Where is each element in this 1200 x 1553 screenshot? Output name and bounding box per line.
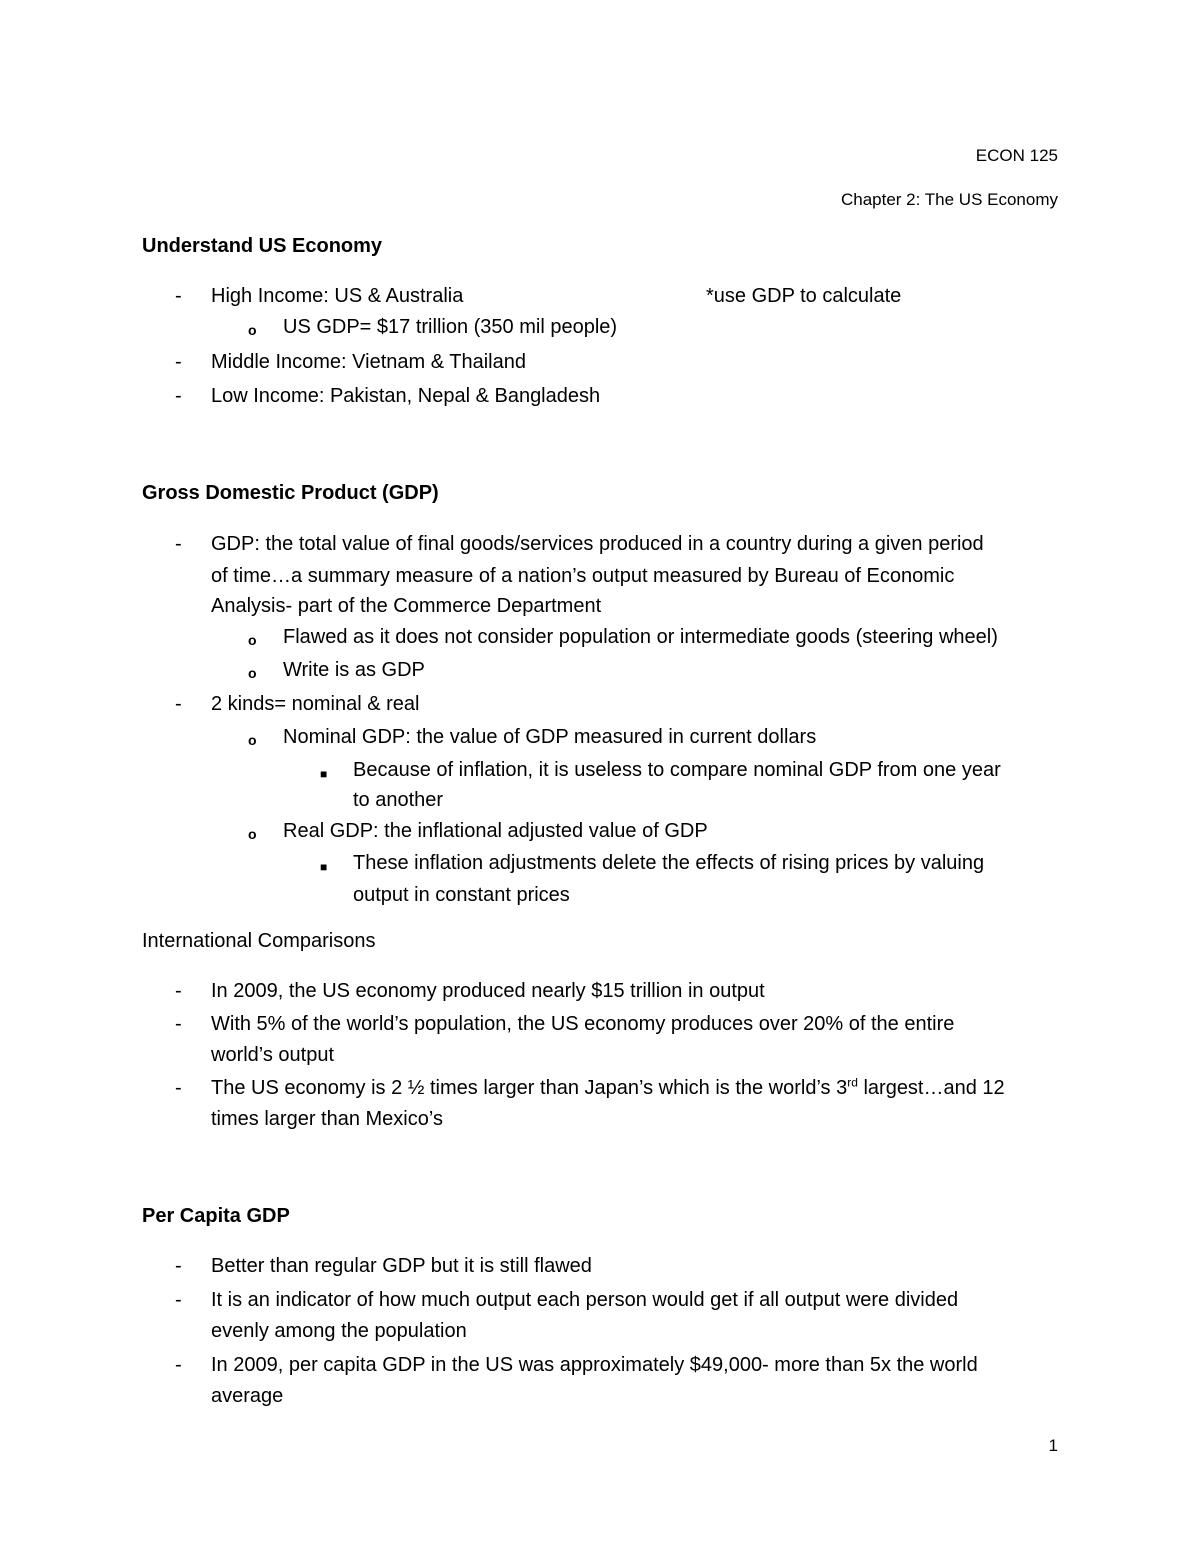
dash-bullet: - — [175, 351, 182, 373]
list-item: High Income: US & Australia — [211, 285, 464, 307]
dash-bullet: - — [175, 533, 182, 555]
text-line: world’s output — [211, 1044, 335, 1066]
text-line: It is an indicator of how much output each person would get if all output were divided — [211, 1289, 959, 1311]
text-line: Flawed as it does not consider population or intermediate goods (steering wheel) — [283, 626, 998, 648]
list-item: Middle Income: Vietnam & Thailand — [211, 351, 526, 373]
circle-bullet: o — [248, 632, 257, 648]
text-line: average — [211, 1385, 284, 1407]
dash-bullet: - — [175, 1077, 182, 1099]
text-line — [211, 1076, 1005, 1100]
text-line: to another — [353, 789, 444, 811]
text-line: 2 kinds= nominal & real — [211, 693, 420, 715]
dash-bullet: - — [175, 385, 182, 407]
text-segment: largest…and 12 — [857, 1077, 1005, 1099]
text-line: GDP: the total value of final goods/services produced in a country during a given period — [211, 533, 984, 555]
text-line: Nominal GDP: the value of GDP measured in current dollars — [283, 726, 817, 748]
text-line: times larger than Mexico’s — [211, 1108, 443, 1130]
text-line: of time…a summary measure of a nation’s output measured by Bureau of Economic — [211, 565, 955, 587]
square-bullet: ■ — [320, 767, 328, 781]
side-note: *use GDP to calculate — [706, 285, 902, 307]
section-heading-understand: Understand US Economy — [142, 235, 383, 257]
dash-bullet: - — [175, 980, 182, 1002]
course-code: ECON 125 — [975, 146, 1058, 165]
list-item: US GDP= $17 trillion (350 mil people) — [283, 316, 618, 338]
text-line: output in constant prices — [353, 884, 570, 906]
dash-bullet: - — [175, 1255, 182, 1277]
circle-bullet: o — [248, 665, 257, 681]
dash-bullet: - — [175, 693, 182, 715]
dash-bullet: - — [175, 1354, 182, 1376]
square-bullet: ■ — [320, 860, 328, 874]
text-line: Write is as GDP — [283, 659, 425, 681]
ordinal-suffix: rd — [847, 1075, 858, 1090]
text-line: In 2009, per capita GDP in the US was approximately $49,000- more than 5x the world — [211, 1354, 978, 1376]
circle-bullet: o — [248, 826, 257, 842]
text-line: With 5% of the world’s population, the US economy produces over 20% of the entire — [211, 1013, 955, 1035]
chapter-title: Chapter 2: The US Economy — [840, 190, 1058, 209]
text-segment: The US economy is 2 ½ times larger than Japan’s which is the world’s 3 — [211, 1077, 848, 1099]
text-line: Better than regular GDP but it is still flawed — [211, 1255, 592, 1277]
section-heading-percapita: Per Capita GDP — [142, 1205, 290, 1227]
page-number: 1 — [1048, 1436, 1058, 1455]
list-item: Low Income: Pakistan, Nepal & Bangladesh — [211, 385, 601, 407]
section-heading-gdp: Gross Domestic Product (GDP) — [142, 482, 439, 504]
text-line: These inflation adjustments delete the effects of rising prices by valuing — [353, 852, 985, 874]
text-line: Real GDP: the inflational adjusted value of GDP — [283, 820, 708, 842]
text-line: evenly among the population — [211, 1320, 467, 1342]
circle-bullet: o — [248, 732, 257, 748]
text-line: In 2009, the US economy produced nearly $15 trillion in output — [211, 980, 765, 1002]
dash-bullet: - — [175, 1013, 182, 1035]
dash-bullet: - — [175, 1289, 182, 1311]
subsection-heading-international: International Comparisons — [142, 930, 376, 952]
text-line: Because of inflation, it is useless to compare nominal GDP from one year — [353, 759, 1001, 781]
dash-bullet: - — [175, 285, 182, 307]
circle-bullet: o — [248, 322, 257, 338]
text-line: Analysis- part of the Commerce Department — [211, 595, 602, 617]
